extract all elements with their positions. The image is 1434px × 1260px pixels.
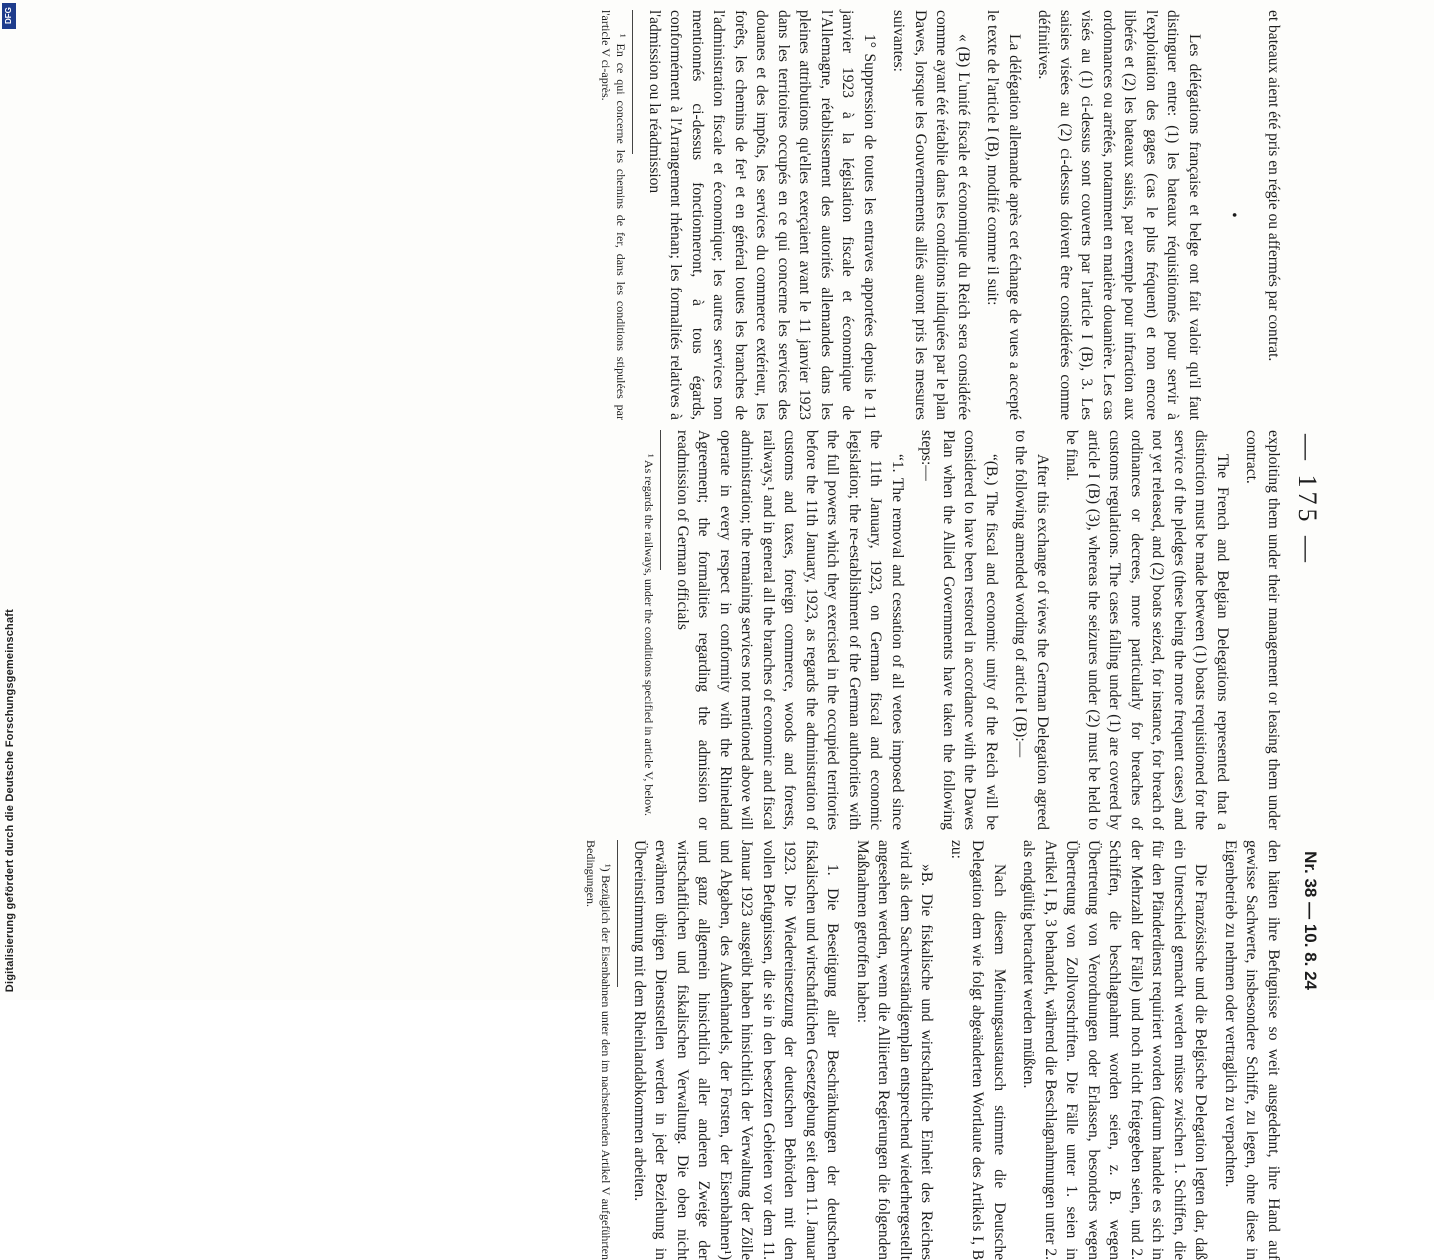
english-paragraph: The French and Belgian Delegations represented that a distinction must be made between (1) boats requisitioned for the service of the pledges (these being the more frequent cases) and not yet released, and (2) boats seized, for instance, for breach of ordinances or decrees, more particularly for breaches of customs regulations. The cases falling under (1) are covered by article I (B) (3), whereas the seizures under (2) must be held to be final. — [1063, 430, 1231, 830]
german-column — [576, 840, 1285, 1260]
french-paragraph: Les délégations française et belge ont fait valoir qu'il faut distinguer entre: (1) les bateaux réquisitionnés pour servir à l'exploitation des gages (cas le plus fréquent) et non encore libérés et (2) les bateaux saisis, par exemple pour infraction aux ordonnances ou arrêtés, notamment en matière douanière. Les cas visés au (1) ci-dessus sont couverts par l'article I (B), 3. Les saisies visées au (2) ci-dessus doivent être considérées comme définitives. — [1035, 10, 1203, 420]
english-paragraph: “1. The removal and cessation of all vetoes imposed since the 11th January, 1923, on German fiscal and economic legislation; the re-establishment of the German authorities with the full powers which they exercised in the occupied territories before the 11th January, 1923, as regards the administration of customs and taxes, foreign commerce, woods and forests, railways,¹ and in general all the branches of economic and fiscal administration; the remaining services not mentioned above will operate in every respect in conformity with the Rhineland Agreement; the formalities regarding the admission or readmission of German officials — [674, 430, 906, 830]
german-paragraph: Nach diesem Meinungsaustausch stimmte die Deutsche Delegation dem wie folgt abgeänderten Wortlaute des Artikels I, B zu: — [948, 840, 1008, 1260]
english-column — [634, 430, 1285, 830]
french-paragraph: 1° Suppression de toutes les entraves apportées depuis le 11 janvier 1923 à la législation fiscale et économique de l'Allemagne, rétablissement des autorités allemandes dans les pleines attributions qu'elles exerçaient avant le 11 janvier 1923 dans les territoires occupés en ce qui concerne les services des douanes et des impôts, les services du commerce extérieur, les forêts, les chemins de fer¹ et en général toutes les branches de l'administration fiscale et économique; les autres services non mentionnés ci-dessus fonctionneront, à tous égards, conformément à l'Arrangement rhénan; les formalités relatives à l'admission ou la réadmission — [646, 10, 878, 420]
footnote-rule — [633, 10, 634, 154]
german-paragraph: 1. Die Beseitigung aller Beschränkungen der deutschen fiskalischen und wirtschaftlichen Gesetzgebung seit dem 11. Januar 1923. Die Wiedereinsetzung der deutschen Behörden mit den vollen Befugnissen, die sie in den besetzten Gebieten vor dem 11. Januar 1923 ausgeübt haben hinsichtlich der Verwaltung der Zölle und Abgaben, des Außenhandels, der Forsten, der Eisenbahnen¹) und ganz allgemein hinsichtlich aller anderen Zweige der wirtschaftlichen und fiskalischen Verwaltung. Die oben nicht erwähnten übrigen Dienststellen werden in jeder Beziehung in Übereinstimmung mit dem Rheinlandabkommen arbeiten. — [631, 840, 842, 1260]
bullet-mark: • — [1225, 212, 1243, 218]
dfg-logo-text: DFG — [2, 3, 16, 29]
french-paragraph: et bateaux aient été pris en régie ou affermés par contrat. — [1265, 10, 1282, 362]
rotated-page-content — [0, 10, 1330, 1260]
french-paragraph: « (B) L'unité fiscale et économique du Reich sera considérée comme ayant été rétablie dans les conditions indiquées par le plan Dawes, lorsque les Gouvernements alliés auront pris les mesures suivantes: — [890, 10, 972, 420]
digitization-credit: Digitalisierung gefördert durch die Deutsche Forschungsgemeinschaft — [4, 608, 16, 992]
french-footnote: ¹ En ce qui concerne les chemins de fer, dans les conditions stipulées par l'article V ci-après. — [599, 10, 629, 420]
issue-number-date: Nr. 38 — 10. 8. 24 — [1301, 851, 1320, 990]
german-paragraph: Die Französische und die Belgische Delegation legten dar, daß ein Unterschied gemacht werden müsse zwischen 1. Schiffen, die für den Pfänderdienst requiriert worden (darum handele es sich in der Mehrzahl der Fälle) und noch nicht freigegeben seien, und 2. Schiffen, die beschlagnahmt worden seien, z. B. wegen Übertretung von Verordnungen oder Erlassen, besonders wegen Übertretung von Zollvorschriften. Die Fälle unter 1. seien in Artikel I, B, 3 behandelt, während die Beschlagnahmungen unter 2. als endgültig betrachtet werden müßten. — [1020, 840, 1210, 1260]
page-number: — 175 — — [1293, 434, 1322, 566]
english-paragraph: “(B.) The fiscal and economic unity of the Reich will be considered to have been restored in accordance with the Dawes Plan when the Allied Governments have taken the following steps:— — [918, 430, 1000, 830]
english-footnote: ¹ As regards the railways, under the conditions specified in article V, below. — [642, 454, 657, 816]
footnote-rule — [618, 840, 619, 987]
dfg-logo — [2, 3, 16, 34]
english-paragraph: exploiting them under their management or leasing them under contract. — [1243, 430, 1282, 830]
english-paragraph: After this exchange of views the German Delegation agreed to the following amended wording of article I (B):— — [1012, 430, 1051, 830]
french-column — [591, 10, 1285, 420]
german-paragraph: den hätten ihre Befugnisse so weit ausgedehnt, ihre Hand auf gewisse Sachwerte, insbesondere Schiffe, zu legen, ohne diese in Eigenbetrieb zu nehmen oder vertraglich zu verpachten. — [1222, 840, 1282, 1260]
french-paragraph: La délégation allemande après cet échange de vues a accepté le texte de l'article I (B), modifié comme il suit: — [984, 10, 1023, 420]
german-paragraph: »B. Die fiskalische und wirtschaftliche Einheit des Reiches wird als dem Sachverständigenplan entsprechend wiederhergestellt angesehen werden, wenn die Alliierten Regierungen die folgenden Maßnahmen getroffen haben: — [854, 840, 936, 1260]
german-footnote: ¹) Bezüglich der Eisenbahnen unter den im nachstehenden Artikel V aufgeführten Bedingungen. — [584, 840, 614, 1260]
page-header — [1286, 10, 1330, 990]
footnote-rule — [661, 430, 662, 570]
